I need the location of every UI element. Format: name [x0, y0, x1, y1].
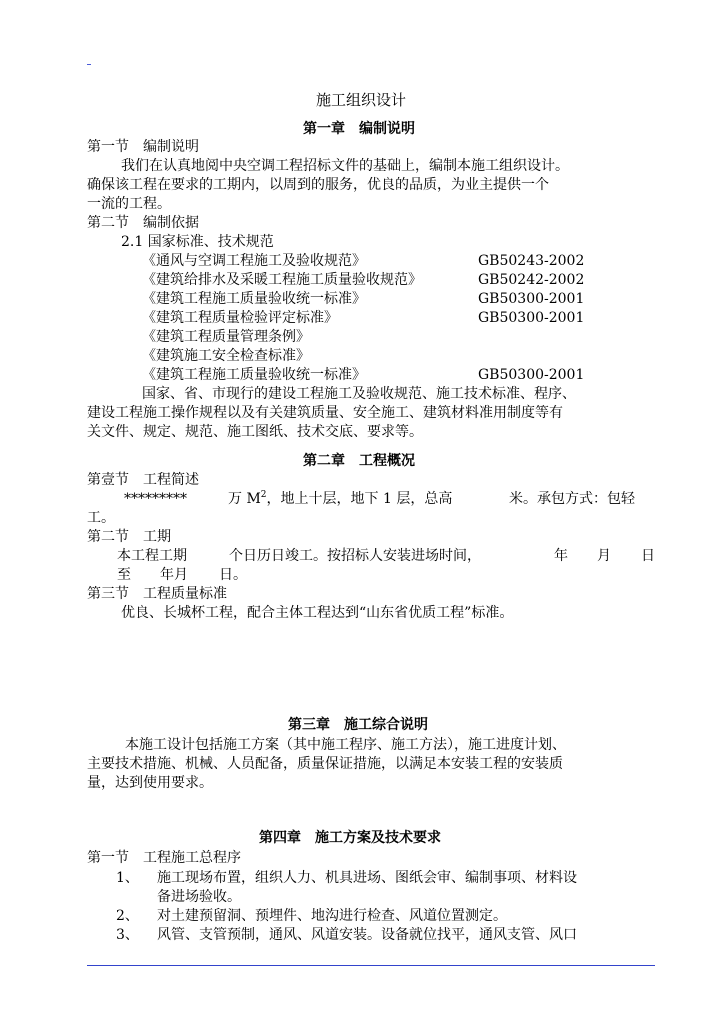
list-item-text-continued: 备进场验收。 [157, 889, 241, 905]
ch2-s2-duration-text: 个日历日竣工。按招标人安装进场时间， [229, 548, 481, 564]
chapter-2-heading: 第二章 工程概况 [303, 453, 415, 469]
ch3-paragraph-line-3: 量，达到使用要求。 [87, 775, 213, 791]
ch2-section-1-title: 第壹节 工程简述 [87, 472, 199, 488]
standard-name: 《建筑施工安全检查标准》 [142, 348, 310, 364]
ch2-section-2-title: 第二节 工期 [87, 529, 171, 545]
area-unit: 万 M [228, 491, 261, 507]
ch2-s2-day-label: 日 [641, 548, 655, 564]
standard-code: GB50300-2001 [478, 367, 585, 383]
ch2-s1-floors: ，地上十层，地下 1 层，总高 [266, 491, 453, 507]
page-corner-mark [87, 64, 91, 65]
ch2-s2-year-month-label: 年月 [160, 567, 188, 583]
chapter-1-heading: 第一章 编制说明 [303, 121, 415, 137]
ch2-section-3-title: 第三节 工程质量标准 [87, 586, 227, 602]
ch1-section-1-title: 第一节 编制说明 [87, 139, 199, 155]
list-item-text: 对土建预留洞、预埋件、地沟进行检查、风道位置测定。 [157, 908, 507, 924]
list-item-number: 3、 [116, 927, 139, 943]
ch2-s2-to-label: 至 [117, 567, 131, 583]
ch2-s2-day-end-label: 日。 [219, 567, 247, 583]
page-bottom-rule [87, 965, 655, 966]
list-item-text: 施工现场布置，组织人力、机具进场、图纸会审、编制事项、材料设 [157, 870, 577, 886]
standard-name: 《建筑工程质量管理条例》 [142, 329, 310, 345]
standard-name: 《建筑工程施工质量验收统一标准》 [142, 367, 366, 383]
standard-code: GB50300-2001 [478, 291, 585, 307]
ch1-s2-subheading: 2.1 国家标准、技术规范 [121, 234, 274, 250]
ch2-s1-line-1-end: 米。承包方式：包轻 [509, 491, 635, 507]
ch2-s3-paragraph: 优良、长城杯工程，配合主体工程达到“山东省优质工程”标准。 [121, 605, 514, 621]
ch2-s2-year-label: 年 [554, 548, 568, 564]
ch1-s1-paragraph-line-3: 一流的工程。 [87, 196, 171, 212]
ch2-s1-line-2: 工。 [87, 510, 115, 526]
list-item-number: 1、 [116, 870, 139, 886]
standard-code: GB50243-2002 [478, 253, 585, 269]
chapter-3-heading: 第三章 施工综合说明 [288, 717, 428, 733]
list-item-text: 风管、支管预制，通风、风道安装。设备就位找平，通风支管、风口 [157, 927, 577, 943]
area-unit-superscript: 2 [260, 490, 267, 500]
ch2-s2-month-label: 月 [597, 548, 611, 564]
ch3-paragraph-line-1: 本施工设计包括施工方案（其中施工程序、施工方法），施工进度计划、 [125, 737, 566, 753]
ch1-s1-paragraph-line-1: 我们在认真地阅中央空调工程招标文件的基础上，编制本施工组织设计。 [121, 158, 569, 174]
ch2-s2-duration-label: 本工程工期 [117, 548, 187, 564]
standard-name: 《建筑工程施工质量验收统一标准》 [142, 291, 366, 307]
standard-name: 《建筑工程质量检验评定标准》 [142, 310, 338, 326]
ch2-s1-stars: ********* [124, 491, 187, 507]
ch1-s2-paragraph-line-2: 建设工程施工操作规程以及有关建筑质量、安全施工、建筑材料准用制度等有 [87, 405, 563, 421]
document-title: 施工组织设计 [316, 91, 407, 109]
chapter-4-heading: 第四章 施工方案及技术要求 [259, 830, 441, 846]
ch4-section-1-title: 第一节 工程施工总程序 [87, 850, 241, 866]
ch1-s2-paragraph-line-1: 国家、省、市现行的建设工程施工及验收规范、施工技术标准、程序、 [142, 386, 576, 402]
list-item-number: 2、 [116, 908, 139, 924]
standard-code: GB50242-2002 [478, 272, 585, 288]
ch2-s1-line-1 [228, 490, 452, 509]
standard-name: 《建筑给排水及采暖工程施工质量验收规范》 [142, 272, 422, 288]
ch1-s2-paragraph-line-3: 关文件、规定、规范、施工图纸、技术交底、要求等。 [87, 424, 423, 440]
ch1-section-2-title: 第二节 编制依据 [87, 215, 199, 231]
ch1-s1-paragraph-line-2: 确保该工程在要求的工期内，以周到的服务，优良的品质，为业主提供一个 [87, 177, 549, 193]
ch3-paragraph-line-2: 主要技术措施、机械、人员配备，质量保证措施，以满足本安装工程的安装质 [87, 756, 563, 772]
standard-name: 《通风与空调工程施工及验收规范》 [142, 253, 366, 269]
standard-code: GB50300-2001 [478, 310, 585, 326]
